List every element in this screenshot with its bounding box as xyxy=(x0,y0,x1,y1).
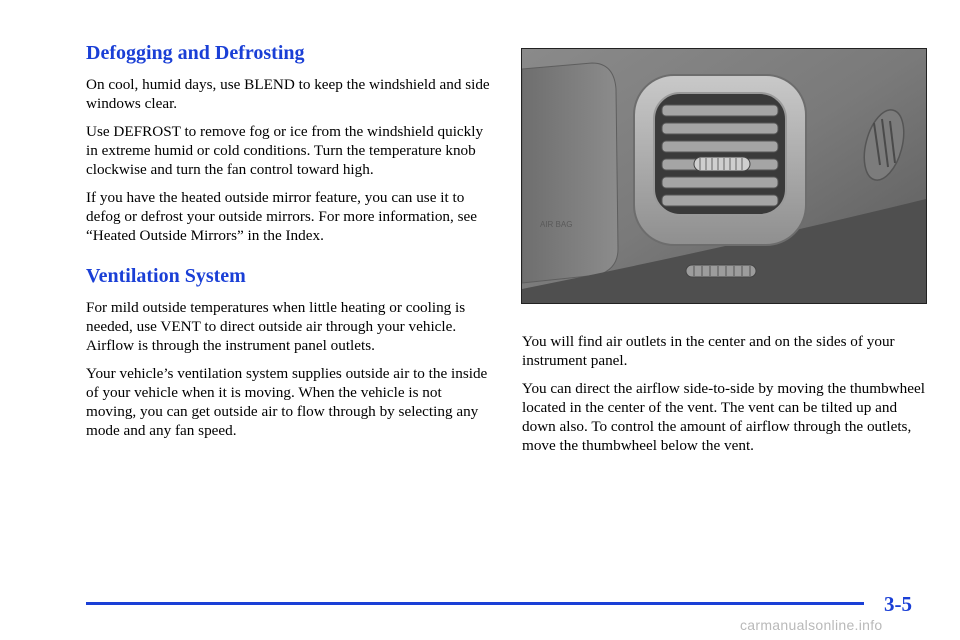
airbag-pad xyxy=(522,63,618,283)
page-number: 3-5 xyxy=(884,592,912,616)
lower-thumbwheel xyxy=(686,265,756,277)
heading-defogging: Defogging and Defrosting xyxy=(86,42,305,64)
paragraph-blend: On cool, humid days, use BLEND to keep the windshield and side windows clear. xyxy=(86,76,490,112)
airbag-label: AIR BAG xyxy=(540,220,573,229)
vent-photo xyxy=(521,48,927,304)
right-column xyxy=(522,332,928,464)
paragraph-outside-air: Your vehicle’s ventilation system supplies outside air to the inside of your vehicle when it is moving. When the vehicle is not moving, you can get outside air to flow through by selecting any mode and any fan speed. xyxy=(86,365,488,439)
paragraph-heated-mirror: If you have the heated outside mirror feature, you can use it to defog or defrost your outside mirrors. For more information, see “Heated Outside Mirrors” in the Index. xyxy=(86,189,477,244)
paragraph-air-outlets: You will find air outlets in the center and on the sides of your instrument panel. xyxy=(522,333,895,369)
footer-rule xyxy=(86,602,864,605)
paragraph-vent-mode: For mild outside temperatures when little heating or cooling is needed, use VENT to direct outside air through your vehicle. Airflow is through the instrument panel outlets. xyxy=(86,299,466,354)
watermark: carmanualsonline.info xyxy=(740,617,883,633)
left-column xyxy=(86,40,494,449)
paragraph-defrost: Use DEFROST to remove fog or ice from the windshield quickly in extreme humid or cold conditions. Turn the temperature knob clockwise and turn the fan control toward high. xyxy=(86,123,484,178)
paragraph-thumbwheel: You can direct the airflow side-to-side by moving the thumbwheel located in the center of the vent. The vent can be tilted up and down also. To control the amount of airflow through the outlets, move the thumbwheel below the vent. xyxy=(522,380,925,454)
vent-illustration xyxy=(522,49,926,303)
heading-ventilation: Ventilation System xyxy=(86,265,246,287)
